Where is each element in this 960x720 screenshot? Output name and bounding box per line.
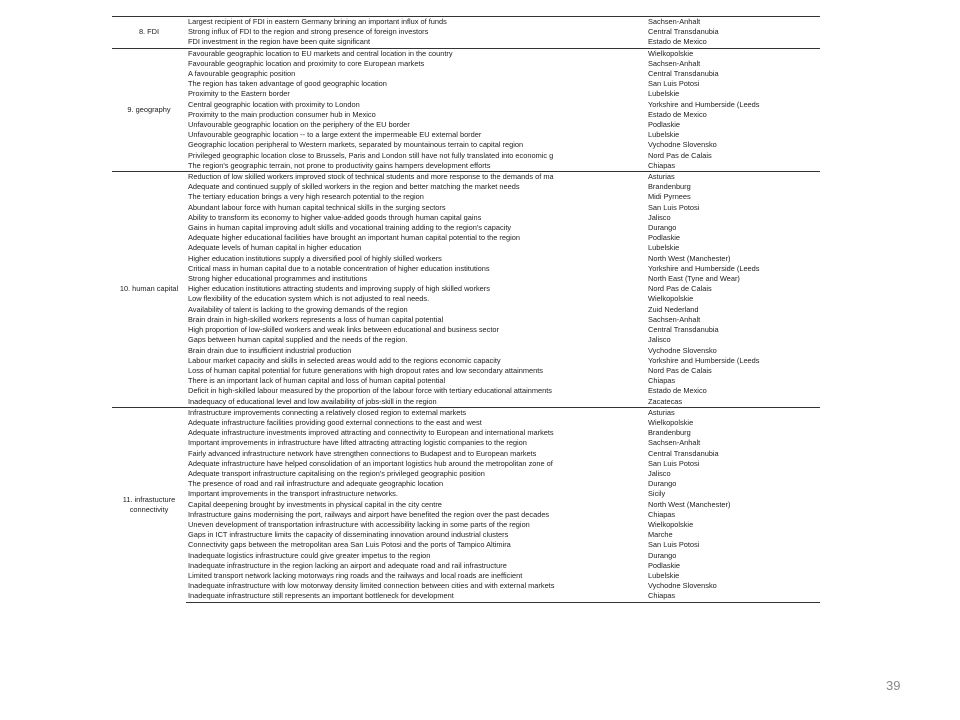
region-cell: Chiapas <box>646 161 820 172</box>
theme-cell: 11. infrastucture connectivity <box>112 407 186 602</box>
table-row <box>112 581 820 591</box>
region-cell: Estado de Mexico <box>648 109 707 119</box>
region-cell: Estado de Mexico <box>646 37 820 48</box>
table-row <box>112 151 820 161</box>
description-cell: Adequate infrastructure have helped consolidation of an important logistics hub around the metropolitan zone of <box>188 458 553 468</box>
page-number: 39 <box>886 678 901 693</box>
region-cell: Marche <box>648 530 673 540</box>
table-row <box>112 376 820 386</box>
table-row <box>112 69 820 79</box>
description-cell: Limited transport network lacking motorways ring roads and the railways and local roads are inefficient <box>188 570 523 580</box>
table-row <box>112 335 820 345</box>
table-row <box>112 449 820 459</box>
table-row <box>112 551 820 561</box>
table-row <box>112 203 820 213</box>
description-cell: The presence of road and rail infrastructure and adequate geographic location <box>188 479 444 489</box>
table-row <box>112 79 820 89</box>
table-row <box>112 530 820 540</box>
region-cell: Zuid Nederland <box>648 304 699 314</box>
table-row <box>112 243 820 253</box>
description-cell: Gaps between human capital supplied and the needs of the region. <box>188 335 408 345</box>
table-row <box>112 469 820 479</box>
region-cell: Durango <box>648 223 677 233</box>
table-row <box>112 264 820 274</box>
description-cell: FDI investment in the region have been quite significant <box>186 37 646 48</box>
table-row <box>112 366 820 376</box>
region-cell: Brandenburg <box>648 182 691 192</box>
theme-cell: 8. FDI <box>112 17 186 49</box>
region-cell: Asturias <box>646 407 820 418</box>
region-cell: Lubelskie <box>648 570 680 580</box>
theme-cell: 10. human capital <box>112 172 186 408</box>
description-cell: Unfavourable geographic location -- to a large extent the impermeable EU external border <box>188 130 482 140</box>
table-row <box>112 591 820 602</box>
region-cell: Wielkopolskie <box>648 519 694 529</box>
region-cell: Wielkopolskie <box>646 48 820 59</box>
table-row <box>112 407 820 418</box>
region-cell: Durango <box>648 479 677 489</box>
description-cell: Uneven development of transportation infrastructure with accessibility lacking in some parts of the region <box>188 519 530 529</box>
description-cell: Strong higher educational programmes and institutions <box>188 274 368 284</box>
region-cell: San Luis Potosi <box>648 458 700 468</box>
description-cell: Inadequate infrastructure in the region lacking an airport and adequate road and rail infrastructure <box>188 560 507 570</box>
region-cell: Yorkshire and Humberside (Leeds <box>648 99 760 109</box>
region-cell: Nord Pas de Calais <box>648 284 712 294</box>
table-row <box>112 130 820 140</box>
description-cell: Adequate and continued supply of skilled workers in the region and better matching the market needs <box>188 182 520 192</box>
table-row <box>112 489 820 499</box>
region-cell: Nord Pas de Calais <box>648 150 712 160</box>
table-row <box>112 254 820 264</box>
description-cell: Deficit in high-skilled labour measured by the proportion of the labour force with tertiary educational attainments <box>188 386 552 396</box>
description-cell: The region's geographic terrain, not prone to productivity gains hampers development efforts <box>186 161 646 172</box>
table-row <box>112 479 820 489</box>
table-row <box>112 356 820 366</box>
table-row <box>112 346 820 356</box>
table-row <box>112 325 820 335</box>
table-row <box>112 571 820 581</box>
region-cell: Lubelskie <box>648 89 680 99</box>
description-cell: Adequate levels of human capital in higher education <box>188 243 362 253</box>
description-cell: Inadequate infrastructure still represents an important bottleneck for development <box>186 591 646 602</box>
region-cell: Central Transdanubia <box>648 69 719 79</box>
description-cell: Proximity to the main production consumer hub in Mexico <box>188 109 376 119</box>
description-cell: Proximity to the Eastern border <box>188 89 290 99</box>
description-cell: Connectivity gaps between the metropolitan area San Luis Potosi and the ports of Tampico Altimira <box>188 540 511 550</box>
description-cell: The region has taken advantage of good geographic location <box>188 79 387 89</box>
table-row <box>112 161 820 172</box>
region-cell: Zacatecas <box>646 397 820 408</box>
description-cell: Adequate infrastructure investments improved attracting and connectivity to European and international markets <box>188 428 554 438</box>
table-row <box>112 418 820 428</box>
description-cell: Higher education institutions supply a diversified pool of highly skilled workers <box>188 253 442 263</box>
region-cell: Sachsen-Anhalt <box>648 438 701 448</box>
region-cell: North East (Tyne and Wear) <box>648 274 740 284</box>
description-cell: Capital deepening brought by investments in physical capital in the city centre <box>188 499 442 509</box>
table-row <box>112 213 820 223</box>
description-cell: Loss of human capital potential for future generations with high dropout rates and low secondary attainments <box>188 365 543 375</box>
description-cell: Higher education institutions attracting students and improving supply of high skilled workers <box>188 284 490 294</box>
table-row <box>112 500 820 510</box>
description-cell: Adequate transport infrastructure capitalising on the region's privileged geographic position <box>188 468 485 478</box>
region-cell: Central Transdanubia <box>648 27 719 37</box>
table-row <box>112 17 820 28</box>
table-row <box>112 438 820 448</box>
region-cell: Sachsen-Anhalt <box>648 314 701 324</box>
description-cell: Unfavourable geographic location on the periphery of the EU border <box>188 120 410 130</box>
description-cell: High proportion of low-skilled workers and weak links between educational and business sector <box>188 325 499 335</box>
description-cell: Inadequacy of educational level and low availability of jobs-skill in the region <box>186 397 646 408</box>
table-row <box>112 120 820 130</box>
description-cell: Labour market capacity and skills in selected areas would add to the regions economic capacity <box>188 355 501 365</box>
table-row <box>112 510 820 520</box>
region-cell: Jalisco <box>648 468 671 478</box>
region-cell: San Luis Potosi <box>648 540 700 550</box>
table-body <box>112 17 820 603</box>
region-cell: Yorkshire and Humberside (Leeds <box>648 263 760 273</box>
description-cell: Availability of talent is lacking to the growing demands of the region <box>188 304 408 314</box>
region-cell: North West (Manchester) <box>648 499 731 509</box>
description-cell: Geographic location peripheral to Western markets, separated by mountainous terrain to capital region <box>188 140 524 150</box>
region-cell: Vychodne Slovensko <box>648 345 717 355</box>
region-cell: Yorkshire and Humberside (Leeds <box>648 355 760 365</box>
region-cell: Asturias <box>646 172 820 183</box>
region-cell: Central Transdanubia <box>648 325 719 335</box>
description-cell: Inadequate logistics infrastructure could give greater impetus to the region <box>188 550 431 560</box>
region-cell: Lubelskie <box>648 243 680 253</box>
description-cell: Fairly advanced infrastructure network have strengthen connections to Budapest and to European markets <box>188 448 537 458</box>
region-cell: Chiapas <box>648 509 676 519</box>
description-cell: Ability to transform its economy to higher value-added goods through human capital gains <box>188 212 482 222</box>
description-cell: Important improvements in the transport infrastructure networks. <box>188 489 398 499</box>
region-cell: Lubelskie <box>648 130 680 140</box>
table-row <box>112 37 820 48</box>
region-cell: Jalisco <box>648 212 671 222</box>
region-cell: Podlaskie <box>648 233 681 243</box>
description-cell: Inadequate infrastructure with low motorway density limited connection between cities and with external markets <box>188 581 555 591</box>
table-row <box>112 315 820 325</box>
table-row <box>112 561 820 571</box>
description-cell: Infrastructure gains modernising the port, railways and airport have benefited the region over the past decades <box>188 509 550 519</box>
region-cell: Brandenburg <box>648 428 691 438</box>
region-cell: Vychodne Slovensko <box>648 140 717 150</box>
table-row <box>112 294 820 304</box>
description-cell: Critical mass in human capital due to a notable concentration of higher education institutions <box>188 263 490 273</box>
description-cell: The tertiary education brings a very high research potential to the region <box>188 192 424 202</box>
table-row <box>112 140 820 150</box>
region-cell: North West (Manchester) <box>648 253 731 263</box>
region-cell: Wielkopolskie <box>648 417 694 427</box>
table-row <box>112 100 820 110</box>
theme-cell: 9. geography <box>112 48 186 171</box>
description-cell: A favourable geographic position <box>188 69 296 79</box>
table-row <box>112 520 820 530</box>
description-cell: Adequate higher educational facilities have brought an important human capital potential to the region <box>188 233 520 243</box>
table-row <box>112 192 820 202</box>
description-cell: Central geographic location with proximity to London <box>188 99 360 109</box>
table-row <box>112 110 820 120</box>
description-cell: Gains in human capital improving adult skills and vocational training adding to the region's capacity <box>188 223 512 233</box>
region-cell: Durango <box>648 550 677 560</box>
description-cell: Low flexibility of the education system which is not adjusted to real needs. <box>188 294 430 304</box>
description-cell: Privileged geographic location close to Brussels, Paris and London still have not fully translated into economic g <box>188 150 554 160</box>
description-cell: Abundant labour force with human capital technical skills in the surging sectors <box>188 202 446 212</box>
description-cell: Favourable geographic location and proximity to core European markets <box>188 58 425 68</box>
description-cell: Adequate infrastructure facilities providing good external connections to the east and west <box>188 417 482 427</box>
region-cell: Estado de Mexico <box>648 386 707 396</box>
description-cell: There is an important lack of human capital and loss of human capital potential <box>188 376 446 386</box>
table-row <box>112 305 820 315</box>
region-cell: Midi Pyrnees <box>648 192 691 202</box>
description-cell: Reduction of low skilled workers improved stock of technical students and more response to the demands of ma <box>186 172 646 183</box>
description-cell: Brain drain in high-skilled workers represents a loss of human capital potential <box>188 314 444 324</box>
table-row <box>112 459 820 469</box>
region-cell: Vychodne Slovensko <box>648 581 717 591</box>
description-cell: Brain drain due to insufficient industrial production <box>188 345 352 355</box>
table-row <box>112 172 820 183</box>
table-row <box>112 428 820 438</box>
region-cell: Chiapas <box>648 376 676 386</box>
table-row <box>112 274 820 284</box>
region-cell: Sachsen-Anhalt <box>646 17 820 28</box>
table-row <box>112 48 820 59</box>
description-cell: Important improvements in infrastructure have lifted attracting attracting logistic companies to the region <box>188 438 527 448</box>
region-factor-table <box>112 16 820 603</box>
region-cell: San Luis Potosi <box>648 202 700 212</box>
region-cell: Podlaskie <box>648 560 681 570</box>
region-cell: San Luis Potosi <box>648 79 700 89</box>
description-cell: Largest recipient of FDI in eastern Germany brining an important influx of funds <box>186 17 646 28</box>
table-row <box>112 284 820 294</box>
description-cell: Gaps in ICT infrastructure limits the capacity of disseminating innovation around industrial clusters <box>188 530 509 540</box>
region-cell: Nord Pas de Calais <box>648 365 712 375</box>
region-cell: Chiapas <box>646 591 820 602</box>
table-row <box>112 27 820 37</box>
description-cell: Infrastructure improvements connecting a relatively closed region to external markets <box>186 407 646 418</box>
region-cell: Sicily <box>648 489 666 499</box>
table-row <box>112 89 820 99</box>
table-row <box>112 223 820 233</box>
region-cell: Central Transdanubia <box>648 448 719 458</box>
description-cell: Favourable geographic location to EU markets and central location in the country <box>186 48 646 59</box>
region-cell: Wielkopolskie <box>648 294 694 304</box>
region-cell: Jalisco <box>648 335 671 345</box>
table-row <box>112 397 820 408</box>
table-row <box>112 386 820 396</box>
description-cell: Strong influx of FDI to the region and strong presence of foreign investors <box>188 27 429 37</box>
table-row <box>112 59 820 69</box>
table-row <box>112 540 820 550</box>
table-row <box>112 233 820 243</box>
region-cell: Podlaskie <box>648 120 681 130</box>
region-cell: Sachsen-Anhalt <box>648 58 701 68</box>
table-row <box>112 182 820 192</box>
